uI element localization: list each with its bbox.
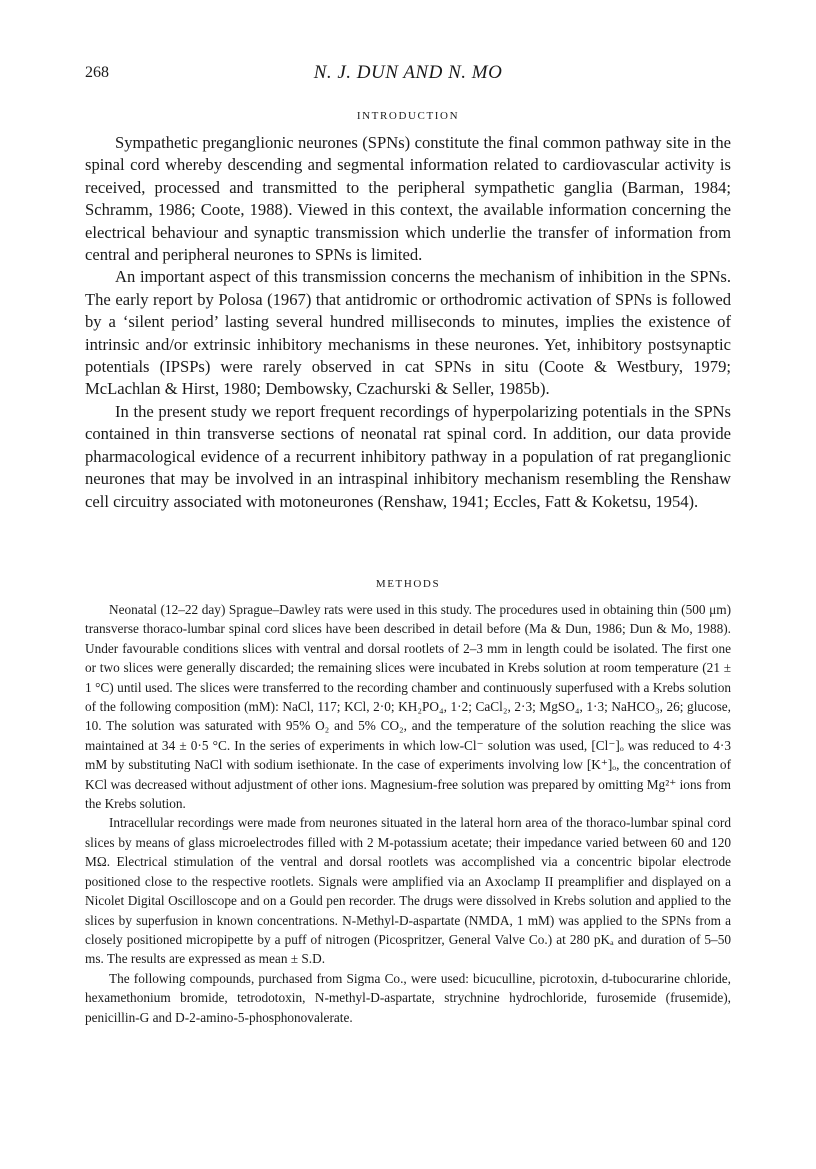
methods-paragraph: Intracellular recordings were made from neurones situated in the lateral horn area of the thoraco-lumbar spinal cord slices by means of glass microelectrodes filled with 2 M-potassium acetate; their impedance varied between 60 and 120 MΩ. Electrical stimulation of the ventral and dorsal rootlets was accomplished via a concentric bipolar electrode positioned close to the respective rootlets. Signals were amplified via an Axoclamp II preamplifier and displayed on a Nicolet Digital Oscilloscope and on a Gould pen recorder. The drugs were dissolved in Krebs solution and applied to the slices by superfusion in known concentrations. N-Methyl-D-aspartate (NMDA, 1 mM) was applied to the SPNs from a closely positioned micropipette by a puff of nitrogen (Picospritzer, General Valve Co.) at 280 pKₐ and duration of 5–50 ms. The results are expressed as mean ± S.D. <box>85 815 731 967</box>
methods-heading: METHODS <box>375 578 441 590</box>
page-number: 268 <box>85 64 109 81</box>
methods-paragraph: The following compounds, purchased from Sigma Co., were used: bicuculline, picrotoxin, d-tubocurarine chloride, hexamethonium bromide, tetrodotoxin, N-methyl-D-aspartate, strychnine hydrochloride, furosemide (frusemide), penicillin-G and D-2-amino-5-phosphonovalerate. <box>85 970 731 1025</box>
introduction-paragraph: Sympathetic preganglionic neurones (SPNs) constitute the final common pathway site in the spinal cord whereby descending and segmental information related to cardiovascular activity is received, processed and transmitted to the peripheral sympathetic ganglia (Barman, 1984; Schramm, 1986; Coote, 1988). Viewed in this context, the available information concerning the electrical behaviour and synaptic transmission which underlie the transfer of information from central and peripheral neurones to SPNs is limited. <box>85 133 731 265</box>
running-head-authors: N. J. DUN AND N. MO <box>313 62 503 83</box>
introduction-paragraph: An important aspect of this transmission concerns the mechanism of inhibition in the SPNs. The early report by Polosa (1967) that antidromic or orthodromic activation of SPNs is followed by a ‘silent period’ lasting several hundred milliseconds to minutes, implies the existence of intrinsic and/or extrinsic inhibitory mechanisms in these neurones. Yet, inhibitory postsynaptic potentials (IPSPs) were rarely observed in cat SPNs in situ (Coote & Westbury, 1979; McLachlan & Hirst, 1980; Dembowsky, Czachurski & Seller, 1985b). <box>85 267 731 399</box>
introduction-body <box>85 132 731 513</box>
introduction-paragraph: In the present study we report frequent recordings of hyperpolarizing potentials in the SPNs contained in thin transverse sections of neonatal rat spinal cord. In addition, our data provide pharmacological evidence of a recurrent inhibitory pathway in a population of rat preganglionic neurones that may be involved in an intraspinal inhibitory mechanism resembling the Renshaw cell circuitry associated with motoneurones (Renshaw, 1941; Eccles, Fatt & Koketsu, 1954). <box>85 401 731 511</box>
methods-paragraph: Neonatal (12–22 day) Sprague–Dawley rats were used in this study. The procedures used in obtaining thin (500 μm) transverse thoraco-lumbar spinal cord slices have been described in detail before (Ma & Dun, 1986; Dun & Mo, 1988). Under favourable conditions slices with ventral and dorsal rootlets of 2–3 mm in length could be isolated. The first one or two slices were generally discarded; the remaining slices were incubated in Krebs solution at room temperature (21 ± 1 °C) until used. The slices were transferred to the recording chamber and continuously superfused with a Krebs solution of the following composition (mM): NaCl, 117; KCl, 2·0; KH₂PO₄, 1·2; CaCl₂, 2·3; MgSO₄, 1·3; NaHCO₃, 26; glucose, 10. The solution was saturated with 95% O₂ and 5% CO₂, and the temperature of the solution reaching the slice was maintained at 34 ± 0·5 °C. In the series of experiments in which low-Cl⁻ solution was used, [Cl⁻]ₒ was reduced to 4·3 mM by substituting NaCl with sodium isethionate. In the case of experiments involving low [K⁺]ₒ, the concentration of KCl was decreased without adjustment of other ions. Magnesium-free solution was prepared by omitting Mg²⁺ ions from the Krebs solution. <box>85 602 731 812</box>
introduction-heading: INTRODUCTION <box>356 110 460 122</box>
running-head <box>85 62 731 90</box>
methods-body <box>85 600 731 1027</box>
